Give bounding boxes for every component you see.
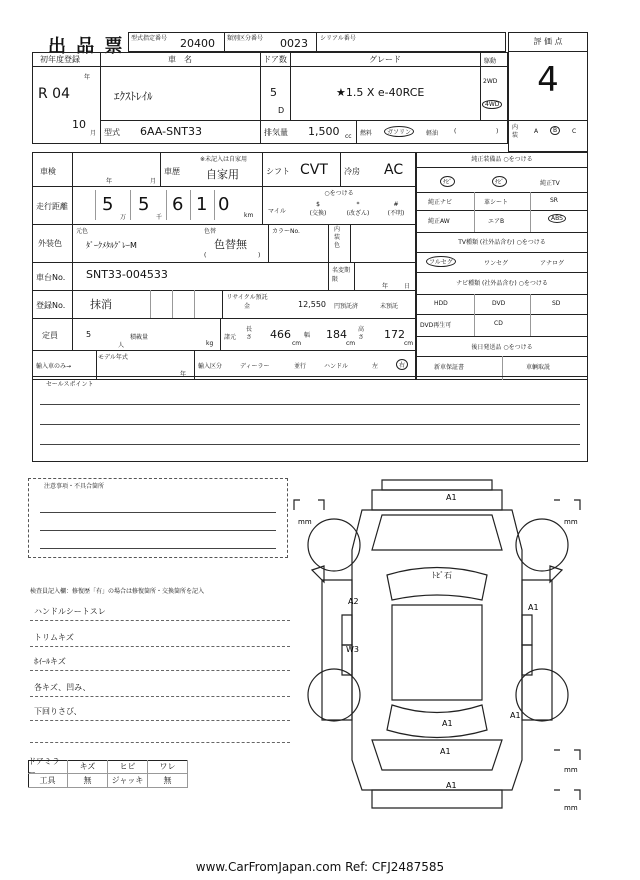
fuel-label: 燃料 — [360, 130, 373, 137]
tv-title: TV種類 (社外品含む) ○をつける — [458, 239, 546, 246]
class-no-label: 類別区分番号 — [227, 35, 264, 42]
car-damage-diagram — [292, 470, 592, 820]
inspector-note: トリムキズ — [34, 633, 74, 642]
damage-mark: A2 — [348, 597, 359, 606]
mileage-digit: 1 — [196, 194, 208, 215]
class-no: 0023 — [280, 37, 308, 50]
equip-title: 純正装備品 ○をつける — [416, 153, 588, 168]
notes-box — [28, 478, 288, 558]
car-name: ｴｸｽﾄﾚｲﾙ — [114, 90, 153, 103]
width: 184 — [326, 328, 347, 341]
capacity-label: 定員 — [42, 331, 58, 340]
inspector-note: 下回りさび、 — [34, 707, 82, 716]
usage: 自家用 — [206, 168, 239, 181]
interior-label: 内装 — [512, 124, 519, 139]
svg-text:mm: mm — [564, 518, 578, 526]
disp-label: 排気量 — [264, 128, 288, 137]
mileage-digit: 6 — [172, 194, 184, 215]
color-label: 外装色 — [38, 239, 62, 248]
usage-label: 車歴 — [164, 167, 180, 176]
sales-point-box — [32, 376, 588, 462]
fuel-diesel-label: 軽油 — [426, 130, 439, 137]
model-label: 型式 — [104, 128, 120, 137]
interior-grade: B — [550, 126, 560, 135]
mileage-digit: 5 — [102, 194, 114, 215]
mileage-label: 走行距離 — [36, 202, 68, 211]
handle-right: 右 — [396, 359, 408, 370]
first-reg-month: 10 — [72, 118, 86, 131]
fuel-gasoline: ガソリン — [384, 126, 414, 137]
shift: CVT — [300, 162, 328, 178]
chassis-no: SNT33-004533 — [86, 268, 168, 281]
svg-text:mm: mm — [564, 804, 578, 812]
recycle-label: リサイクル預託金 — [226, 294, 268, 310]
model-no-label: 型式指定番号 — [131, 35, 168, 42]
color-no-label: カラーNo. — [272, 228, 300, 235]
damage-mark: A1 — [442, 719, 453, 728]
shift-label: シフト — [266, 167, 290, 176]
inspect-label: 車検 — [40, 167, 56, 176]
grade-label: グレード — [369, 55, 401, 64]
drive-2wd: 2WD — [483, 78, 498, 85]
handle-label: ハンドル — [324, 363, 349, 370]
damage-mark: A1 — [446, 493, 457, 502]
damage-mark: A1 — [440, 747, 451, 756]
color-change: 色替無 — [214, 238, 247, 251]
drive-label: 駆動 — [484, 58, 497, 65]
inspector-note: ﾎｲｰﾙキズ — [34, 657, 66, 666]
serial-label: シリアル番号 — [320, 35, 356, 42]
drive-4wd: 4WD — [482, 100, 502, 109]
mileage-digit: 5 — [138, 194, 150, 215]
recycle-amount: 12,550 — [298, 300, 326, 309]
sheet-title: 出 品 票 — [48, 36, 125, 57]
svg-text:mm: mm — [298, 518, 312, 526]
import-kind-label: 輸入区分 — [198, 363, 223, 370]
spec-label: 諸元 — [224, 334, 237, 341]
first-reg-label: 初年度登録 — [40, 55, 80, 64]
car-name-label: 車 名 — [168, 55, 192, 64]
inspector-note: 各キズ、凹み、 — [34, 683, 91, 692]
displacement: 1,500 — [308, 125, 340, 138]
score-label: 評 価 点 — [508, 33, 588, 52]
model-no: 20400 — [180, 37, 215, 50]
notes-label: 注意事項・不具合箇所 — [44, 483, 105, 490]
damage-mark: A1 — [446, 781, 457, 790]
mileage-opts-title: ○をつける — [324, 190, 354, 197]
nav-title: ナビ種類 (社外品含む) ○をつける — [456, 280, 548, 287]
chassis-label: 車台No. — [36, 273, 66, 282]
capacity: 5 — [86, 330, 92, 339]
reg-label: 登録No. — [36, 301, 66, 310]
inspector-note: ハンドルシートスレ — [34, 607, 106, 616]
load-label: 積載量 — [130, 334, 149, 341]
height: 172 — [384, 328, 405, 341]
import-label: 輸入車のみ→ — [36, 363, 72, 370]
length: 466 — [270, 328, 291, 341]
later-title: 後日発送品 ○をつける — [471, 344, 533, 351]
damage-mark: W3 — [346, 645, 359, 654]
cool: AC — [384, 162, 404, 178]
mileage-digit: 0 — [218, 194, 230, 215]
score-value: 4 — [537, 60, 559, 100]
original-color: ﾀﾞｰｸﾒﾀﾙｸﾞﾚｰM — [86, 241, 137, 250]
grade: ★1.5 X e-40RCE — [336, 86, 425, 99]
svg-text:mm: mm — [564, 766, 578, 774]
reg-no: 抹消 — [90, 298, 112, 311]
damage-mark: A1 — [528, 603, 539, 612]
sales-point-label: セールスポイント — [46, 381, 94, 388]
first-reg-era: R 04 — [38, 86, 70, 102]
interior-color-label: 内装色 — [334, 226, 341, 249]
door-label: ドア数 — [263, 55, 287, 64]
footer-ref: www.CarFromJapan.com Ref: CFJ2487585 — [195, 860, 445, 874]
door-count: 5 — [270, 86, 277, 99]
name-change-label: 名変期限 — [332, 267, 351, 283]
tv-fullseg: フルセグ — [426, 256, 456, 267]
not-deposited-label: 未預託 — [380, 303, 399, 310]
cool-label: 冷房 — [344, 167, 360, 176]
damage-mark: A1 — [510, 711, 521, 720]
model-type: 6AA-SNT33 — [140, 125, 203, 138]
abs-option: ABS — [548, 214, 566, 223]
inspector-label: 検査員記入欄：修復歴「有」の場合は修復箇所・交換箇所を記入 — [30, 588, 205, 595]
damage-mark: ﾄﾋﾞ石 — [432, 571, 452, 580]
